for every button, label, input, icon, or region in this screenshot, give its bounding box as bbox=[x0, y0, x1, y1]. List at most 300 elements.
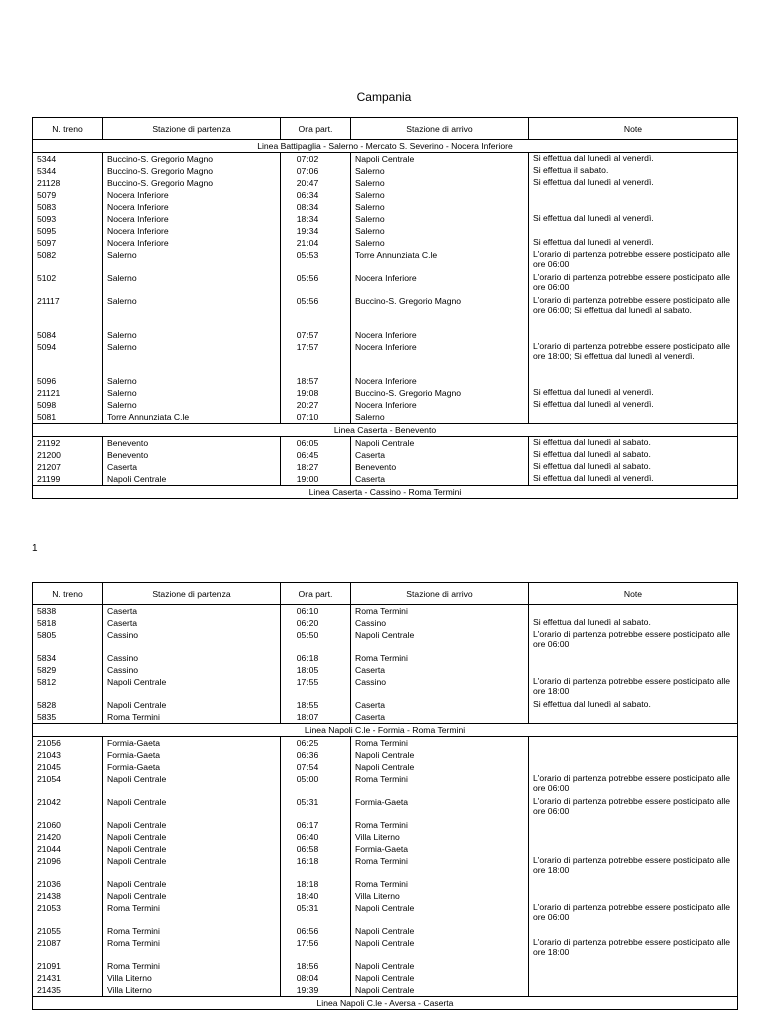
arrival-station-cell: Nocera Inferiore bbox=[351, 399, 529, 411]
train-number-cell: 21438 bbox=[33, 890, 103, 902]
table-row bbox=[33, 473, 738, 486]
note-cell bbox=[529, 984, 738, 997]
train-number-cell: 21091 bbox=[33, 960, 103, 972]
train-number-cell: 21054 bbox=[33, 773, 103, 796]
arrival-station-cell: Napoli Centrale bbox=[351, 984, 529, 997]
note-cell: L'orario di partenza potrebbe essere posticipato alle ore 06:00 bbox=[529, 249, 738, 272]
departure-time-cell: 06:05 bbox=[281, 437, 351, 450]
train-number-cell: 21420 bbox=[33, 831, 103, 843]
header-departure-station: Stazione di partenza bbox=[103, 118, 281, 140]
note-cell bbox=[529, 375, 738, 387]
section-title: Linea Caserta - Benevento bbox=[33, 424, 738, 437]
departure-station-cell: Napoli Centrale bbox=[103, 878, 281, 890]
arrival-station-cell: Caserta bbox=[351, 449, 529, 461]
departure-time-cell: 06:34 bbox=[281, 189, 351, 201]
departure-station-cell: Salerno bbox=[103, 375, 281, 387]
arrival-station-cell: Buccino-S. Gregorio Magno bbox=[351, 295, 529, 329]
table-row bbox=[33, 341, 738, 375]
departure-station-cell: Salerno bbox=[103, 329, 281, 341]
note-cell: Si effettua il sabato. bbox=[529, 165, 738, 177]
arrival-station-cell: Napoli Centrale bbox=[351, 925, 529, 937]
note-cell: Si effettua dal lunedì al sabato. bbox=[529, 699, 738, 711]
arrival-station-cell: Roma Termini bbox=[351, 773, 529, 796]
arrival-station-cell: Napoli Centrale bbox=[351, 437, 529, 450]
table-row bbox=[33, 878, 738, 890]
departure-station-cell: Cassino bbox=[103, 652, 281, 664]
departure-station-cell: Buccino-S. Gregorio Magno bbox=[103, 165, 281, 177]
departure-station-cell: Napoli Centrale bbox=[103, 855, 281, 878]
departure-station-cell: Caserta bbox=[103, 617, 281, 629]
table-row bbox=[33, 960, 738, 972]
note-cell: L'orario di partenza potrebbe essere posticipato alle ore 06:00; Si effettua dal lunedì al sabato. bbox=[529, 295, 738, 329]
section-header-row bbox=[33, 140, 738, 153]
timetable-page-2 bbox=[32, 582, 738, 1010]
departure-station-cell: Villa Literno bbox=[103, 984, 281, 997]
arrival-station-cell: Napoli Centrale bbox=[351, 937, 529, 960]
train-number-cell: 5079 bbox=[33, 189, 103, 201]
note-cell bbox=[529, 411, 738, 424]
table-row bbox=[33, 890, 738, 902]
note-cell bbox=[529, 201, 738, 213]
arrival-station-cell: Napoli Centrale bbox=[351, 972, 529, 984]
train-number-cell: 5834 bbox=[33, 652, 103, 664]
train-number-cell: 21128 bbox=[33, 177, 103, 189]
departure-station-cell: Nocera Inferiore bbox=[103, 213, 281, 225]
note-cell bbox=[529, 329, 738, 341]
departure-station-cell: Napoli Centrale bbox=[103, 773, 281, 796]
arrival-station-cell: Villa Literno bbox=[351, 831, 529, 843]
arrival-station-cell: Benevento bbox=[351, 461, 529, 473]
departure-station-cell: Nocera Inferiore bbox=[103, 225, 281, 237]
note-cell bbox=[529, 925, 738, 937]
train-number-cell: 21435 bbox=[33, 984, 103, 997]
departure-station-cell: Napoli Centrale bbox=[103, 699, 281, 711]
note-cell bbox=[529, 737, 738, 750]
header-notes: Note bbox=[529, 583, 738, 605]
section-header-row bbox=[33, 997, 738, 1010]
note-cell bbox=[529, 749, 738, 761]
note-cell bbox=[529, 652, 738, 664]
note-cell bbox=[529, 761, 738, 773]
departure-station-cell: Nocera Inferiore bbox=[103, 189, 281, 201]
departure-time-cell: 18:57 bbox=[281, 375, 351, 387]
table-row bbox=[33, 449, 738, 461]
header-departure-station: Stazione di partenza bbox=[103, 583, 281, 605]
table-row bbox=[33, 925, 738, 937]
departure-time-cell: 05:53 bbox=[281, 249, 351, 272]
table-row bbox=[33, 855, 738, 878]
note-cell: L'orario di partenza potrebbe essere posticipato alle ore 18:00; Si effettua dal lunedì al venerdì. bbox=[529, 341, 738, 375]
note-cell bbox=[529, 225, 738, 237]
note-cell bbox=[529, 711, 738, 724]
departure-time-cell: 06:17 bbox=[281, 819, 351, 831]
departure-time-cell: 18:55 bbox=[281, 699, 351, 711]
departure-station-cell: Napoli Centrale bbox=[103, 890, 281, 902]
note-cell: Si effettua dal lunedì al sabato. bbox=[529, 437, 738, 450]
departure-station-cell: Roma Termini bbox=[103, 925, 281, 937]
table-row bbox=[33, 937, 738, 960]
table-row bbox=[33, 843, 738, 855]
table-row bbox=[33, 902, 738, 925]
departure-time-cell: 05:31 bbox=[281, 796, 351, 819]
departure-station-cell: Salerno bbox=[103, 295, 281, 329]
departure-time-cell: 18:18 bbox=[281, 878, 351, 890]
arrival-station-cell: Salerno bbox=[351, 189, 529, 201]
table-row bbox=[33, 153, 738, 166]
departure-time-cell: 05:00 bbox=[281, 773, 351, 796]
note-cell: Si effettua dal lunedì al venerdì. bbox=[529, 473, 738, 486]
table-row bbox=[33, 972, 738, 984]
departure-time-cell: 08:34 bbox=[281, 201, 351, 213]
note-cell bbox=[529, 843, 738, 855]
table-header bbox=[33, 583, 738, 605]
note-cell: L'orario di partenza potrebbe essere posticipato alle ore 06:00 bbox=[529, 629, 738, 652]
departure-station-cell: Napoli Centrale bbox=[103, 676, 281, 699]
table-row bbox=[33, 749, 738, 761]
departure-time-cell: 18:05 bbox=[281, 664, 351, 676]
departure-time-cell: 05:56 bbox=[281, 295, 351, 329]
note-cell: L'orario di partenza potrebbe essere posticipato alle ore 18:00 bbox=[529, 937, 738, 960]
train-number-cell: 5081 bbox=[33, 411, 103, 424]
header-train-number: N. treno bbox=[33, 118, 103, 140]
header-departure-time: Ora part. bbox=[281, 118, 351, 140]
arrival-station-cell: Roma Termini bbox=[351, 737, 529, 750]
departure-station-cell: Salerno bbox=[103, 399, 281, 411]
note-cell bbox=[529, 819, 738, 831]
arrival-station-cell: Buccino-S. Gregorio Magno bbox=[351, 387, 529, 399]
arrival-station-cell: Roma Termini bbox=[351, 819, 529, 831]
table-row bbox=[33, 461, 738, 473]
train-number-cell: 21053 bbox=[33, 902, 103, 925]
departure-time-cell: 07:54 bbox=[281, 761, 351, 773]
train-number-cell: 5812 bbox=[33, 676, 103, 699]
arrival-station-cell: Caserta bbox=[351, 711, 529, 724]
table-row bbox=[33, 605, 738, 618]
note-cell bbox=[529, 878, 738, 890]
table-row bbox=[33, 375, 738, 387]
table-row bbox=[33, 201, 738, 213]
departure-time-cell: 18:27 bbox=[281, 461, 351, 473]
arrival-station-cell: Formia-Gaeta bbox=[351, 796, 529, 819]
arrival-station-cell: Villa Literno bbox=[351, 890, 529, 902]
section-title: Linea Napoli C.le - Aversa - Caserta bbox=[33, 997, 738, 1010]
train-number-cell: 5082 bbox=[33, 249, 103, 272]
table-row bbox=[33, 237, 738, 249]
arrival-station-cell: Salerno bbox=[351, 201, 529, 213]
header-arrival-station: Stazione di arrivo bbox=[351, 583, 529, 605]
departure-station-cell: Formia-Gaeta bbox=[103, 749, 281, 761]
train-number-cell: 21043 bbox=[33, 749, 103, 761]
table-row bbox=[33, 984, 738, 997]
departure-station-cell: Roma Termini bbox=[103, 960, 281, 972]
train-number-cell: 21044 bbox=[33, 843, 103, 855]
arrival-station-cell: Cassino bbox=[351, 676, 529, 699]
table-row bbox=[33, 629, 738, 652]
arrival-station-cell: Torre Annunziata C.le bbox=[351, 249, 529, 272]
departure-station-cell: Napoli Centrale bbox=[103, 831, 281, 843]
train-number-cell: 5102 bbox=[33, 272, 103, 295]
train-number-cell: 21036 bbox=[33, 878, 103, 890]
page-title: Campania bbox=[356, 90, 412, 104]
departure-station-cell: Napoli Centrale bbox=[103, 796, 281, 819]
departure-time-cell: 20:47 bbox=[281, 177, 351, 189]
train-number-cell: 21431 bbox=[33, 972, 103, 984]
departure-station-cell: Caserta bbox=[103, 605, 281, 618]
train-number-cell: 21060 bbox=[33, 819, 103, 831]
arrival-station-cell: Roma Termini bbox=[351, 605, 529, 618]
train-number-cell: 21056 bbox=[33, 737, 103, 750]
section-title: Linea Caserta - Cassino - Roma Termini bbox=[33, 486, 738, 499]
note-cell bbox=[529, 960, 738, 972]
departure-station-cell: Napoli Centrale bbox=[103, 819, 281, 831]
table-row bbox=[33, 177, 738, 189]
note-cell: Si effettua dal lunedì al sabato. bbox=[529, 461, 738, 473]
departure-station-cell: Salerno bbox=[103, 387, 281, 399]
arrival-station-cell: Salerno bbox=[351, 177, 529, 189]
section-header-row bbox=[33, 424, 738, 437]
table-row bbox=[33, 819, 738, 831]
departure-time-cell: 20:27 bbox=[281, 399, 351, 411]
arrival-station-cell: Nocera Inferiore bbox=[351, 272, 529, 295]
arrival-station-cell: Napoli Centrale bbox=[351, 902, 529, 925]
departure-time-cell: 06:56 bbox=[281, 925, 351, 937]
train-number-cell: 5096 bbox=[33, 375, 103, 387]
arrival-station-cell: Salerno bbox=[351, 237, 529, 249]
note-cell: Si effettua dal lunedì al sabato. bbox=[529, 617, 738, 629]
header-arrival-station: Stazione di arrivo bbox=[351, 118, 529, 140]
departure-time-cell: 05:56 bbox=[281, 272, 351, 295]
note-cell: Si effettua dal lunedì al venerdì. bbox=[529, 153, 738, 166]
departure-time-cell: 17:57 bbox=[281, 341, 351, 375]
table-row bbox=[33, 699, 738, 711]
departure-time-cell: 06:25 bbox=[281, 737, 351, 750]
arrival-station-cell: Salerno bbox=[351, 225, 529, 237]
arrival-station-cell: Salerno bbox=[351, 213, 529, 225]
departure-time-cell: 17:55 bbox=[281, 676, 351, 699]
departure-time-cell: 16:18 bbox=[281, 855, 351, 878]
train-number-cell: 5093 bbox=[33, 213, 103, 225]
departure-station-cell: Benevento bbox=[103, 449, 281, 461]
table-row bbox=[33, 329, 738, 341]
train-number-cell: 21199 bbox=[33, 473, 103, 486]
note-cell: Si effettua dal lunedì al venerdì. bbox=[529, 399, 738, 411]
note-cell: Si effettua dal lunedì al sabato. bbox=[529, 449, 738, 461]
train-number-cell: 5838 bbox=[33, 605, 103, 618]
train-number-cell: 5084 bbox=[33, 329, 103, 341]
note-cell: L'orario di partenza potrebbe essere posticipato alle ore 18:00 bbox=[529, 855, 738, 878]
departure-station-cell: Villa Literno bbox=[103, 972, 281, 984]
train-number-cell: 21055 bbox=[33, 925, 103, 937]
arrival-station-cell: Nocera Inferiore bbox=[351, 341, 529, 375]
train-number-cell: 5098 bbox=[33, 399, 103, 411]
arrival-station-cell: Napoli Centrale bbox=[351, 153, 529, 166]
departure-station-cell: Buccino-S. Gregorio Magno bbox=[103, 153, 281, 166]
note-cell: L'orario di partenza potrebbe essere posticipato alle ore 06:00 bbox=[529, 773, 738, 796]
header-train-number: N. treno bbox=[33, 583, 103, 605]
train-number-cell: 5344 bbox=[33, 153, 103, 166]
train-number-cell: 21207 bbox=[33, 461, 103, 473]
table-row bbox=[33, 676, 738, 699]
note-cell: Si effettua dal lunedì al venerdì. bbox=[529, 213, 738, 225]
arrival-station-cell: Napoli Centrale bbox=[351, 629, 529, 652]
note-cell bbox=[529, 890, 738, 902]
table-row bbox=[33, 831, 738, 843]
departure-station-cell: Buccino-S. Gregorio Magno bbox=[103, 177, 281, 189]
departure-time-cell: 18:07 bbox=[281, 711, 351, 724]
departure-station-cell: Napoli Centrale bbox=[103, 473, 281, 486]
arrival-station-cell: Salerno bbox=[351, 165, 529, 177]
departure-time-cell: 07:10 bbox=[281, 411, 351, 424]
table-row bbox=[33, 225, 738, 237]
train-number-cell: 21042 bbox=[33, 796, 103, 819]
arrival-station-cell: Nocera Inferiore bbox=[351, 329, 529, 341]
table-row bbox=[33, 761, 738, 773]
departure-station-cell: Formia-Gaeta bbox=[103, 737, 281, 750]
table-row bbox=[33, 399, 738, 411]
train-number-cell: 5083 bbox=[33, 201, 103, 213]
train-number-cell: 5805 bbox=[33, 629, 103, 652]
table-row bbox=[33, 213, 738, 225]
train-number-cell: 5095 bbox=[33, 225, 103, 237]
note-cell: L'orario di partenza potrebbe essere posticipato alle ore 06:00 bbox=[529, 272, 738, 295]
train-number-cell: 21087 bbox=[33, 937, 103, 960]
arrival-station-cell: Caserta bbox=[351, 473, 529, 486]
arrival-station-cell: Roma Termini bbox=[351, 652, 529, 664]
train-number-cell: 5829 bbox=[33, 664, 103, 676]
arrival-station-cell: Nocera Inferiore bbox=[351, 375, 529, 387]
arrival-station-cell: Roma Termini bbox=[351, 855, 529, 878]
departure-station-cell: Cassino bbox=[103, 629, 281, 652]
note-cell: Si effettua dal lunedì al venerdì. bbox=[529, 177, 738, 189]
departure-time-cell: 07:02 bbox=[281, 153, 351, 166]
departure-time-cell: 05:31 bbox=[281, 902, 351, 925]
table-row bbox=[33, 295, 738, 329]
departure-station-cell: Nocera Inferiore bbox=[103, 201, 281, 213]
departure-station-cell: Caserta bbox=[103, 461, 281, 473]
header-departure-time: Ora part. bbox=[281, 583, 351, 605]
page-number: 1 bbox=[32, 543, 38, 554]
departure-time-cell: 06:20 bbox=[281, 617, 351, 629]
note-cell: Si effettua dal lunedì al venerdì. bbox=[529, 237, 738, 249]
departure-station-cell: Formia-Gaeta bbox=[103, 761, 281, 773]
table-row bbox=[33, 189, 738, 201]
train-number-cell: 5097 bbox=[33, 237, 103, 249]
departure-station-cell: Cassino bbox=[103, 664, 281, 676]
departure-time-cell: 19:34 bbox=[281, 225, 351, 237]
arrival-station-cell: Salerno bbox=[351, 411, 529, 424]
note-cell bbox=[529, 664, 738, 676]
departure-time-cell: 21:04 bbox=[281, 237, 351, 249]
note-cell: L'orario di partenza potrebbe essere posticipato alle ore 06:00 bbox=[529, 796, 738, 819]
arrival-station-cell: Caserta bbox=[351, 699, 529, 711]
timetable-page-1 bbox=[32, 117, 738, 499]
departure-time-cell: 06:40 bbox=[281, 831, 351, 843]
departure-time-cell: 05:50 bbox=[281, 629, 351, 652]
table-row bbox=[33, 165, 738, 177]
departure-time-cell: 08:04 bbox=[281, 972, 351, 984]
section-title: Linea Napoli C.le - Formia - Roma Termini bbox=[33, 724, 738, 737]
table-row bbox=[33, 272, 738, 295]
departure-time-cell: 19:39 bbox=[281, 984, 351, 997]
train-number-cell: 21192 bbox=[33, 437, 103, 450]
section-title: Linea Battipaglia - Salerno - Mercato S. Severino - Nocera Inferiore bbox=[33, 140, 738, 153]
train-number-cell: 21096 bbox=[33, 855, 103, 878]
departure-station-cell: Nocera Inferiore bbox=[103, 237, 281, 249]
departure-station-cell: Benevento bbox=[103, 437, 281, 450]
note-cell: L'orario di partenza potrebbe essere posticipato alle ore 18:00 bbox=[529, 676, 738, 699]
departure-time-cell: 07:06 bbox=[281, 165, 351, 177]
train-number-cell: 5818 bbox=[33, 617, 103, 629]
section-header-row bbox=[33, 486, 738, 499]
arrival-station-cell: Formia-Gaeta bbox=[351, 843, 529, 855]
note-cell bbox=[529, 831, 738, 843]
train-number-cell: 21045 bbox=[33, 761, 103, 773]
train-number-cell: 5828 bbox=[33, 699, 103, 711]
table-row bbox=[33, 437, 738, 450]
table-row bbox=[33, 387, 738, 399]
arrival-station-cell: Napoli Centrale bbox=[351, 761, 529, 773]
table-row bbox=[33, 411, 738, 424]
departure-time-cell: 19:08 bbox=[281, 387, 351, 399]
table-row bbox=[33, 249, 738, 272]
table-row bbox=[33, 773, 738, 796]
departure-time-cell: 17:56 bbox=[281, 937, 351, 960]
departure-station-cell: Roma Termini bbox=[103, 902, 281, 925]
arrival-station-cell: Napoli Centrale bbox=[351, 960, 529, 972]
departure-station-cell: Salerno bbox=[103, 272, 281, 295]
train-number-cell: 5344 bbox=[33, 165, 103, 177]
train-number-cell: 21121 bbox=[33, 387, 103, 399]
arrival-station-cell: Napoli Centrale bbox=[351, 749, 529, 761]
table-row bbox=[33, 664, 738, 676]
table-row bbox=[33, 652, 738, 664]
train-number-cell: 5835 bbox=[33, 711, 103, 724]
departure-time-cell: 06:18 bbox=[281, 652, 351, 664]
table-header bbox=[33, 118, 738, 140]
train-number-cell: 5094 bbox=[33, 341, 103, 375]
note-cell bbox=[529, 605, 738, 618]
departure-station-cell: Napoli Centrale bbox=[103, 843, 281, 855]
section-header-row bbox=[33, 724, 738, 737]
note-cell: Si effettua dal lunedì al venerdì. bbox=[529, 387, 738, 399]
arrival-station-cell: Cassino bbox=[351, 617, 529, 629]
departure-time-cell: 18:40 bbox=[281, 890, 351, 902]
note-cell: L'orario di partenza potrebbe essere posticipato alle ore 06:00 bbox=[529, 902, 738, 925]
train-number-cell: 21200 bbox=[33, 449, 103, 461]
table-row bbox=[33, 711, 738, 724]
table-row bbox=[33, 796, 738, 819]
departure-station-cell: Roma Termini bbox=[103, 711, 281, 724]
departure-station-cell: Salerno bbox=[103, 249, 281, 272]
departure-time-cell: 18:34 bbox=[281, 213, 351, 225]
departure-station-cell: Salerno bbox=[103, 341, 281, 375]
note-cell bbox=[529, 189, 738, 201]
table-row bbox=[33, 737, 738, 750]
departure-time-cell: 06:36 bbox=[281, 749, 351, 761]
train-number-cell: 21117 bbox=[33, 295, 103, 329]
arrival-station-cell: Caserta bbox=[351, 664, 529, 676]
arrival-station-cell: Roma Termini bbox=[351, 878, 529, 890]
departure-time-cell: 07:57 bbox=[281, 329, 351, 341]
departure-time-cell: 19:00 bbox=[281, 473, 351, 486]
departure-time-cell: 06:10 bbox=[281, 605, 351, 618]
departure-station-cell: Torre Annunziata C.le bbox=[103, 411, 281, 424]
table-row bbox=[33, 617, 738, 629]
header-notes: Note bbox=[529, 118, 738, 140]
departure-time-cell: 18:56 bbox=[281, 960, 351, 972]
departure-station-cell: Roma Termini bbox=[103, 937, 281, 960]
departure-time-cell: 06:45 bbox=[281, 449, 351, 461]
